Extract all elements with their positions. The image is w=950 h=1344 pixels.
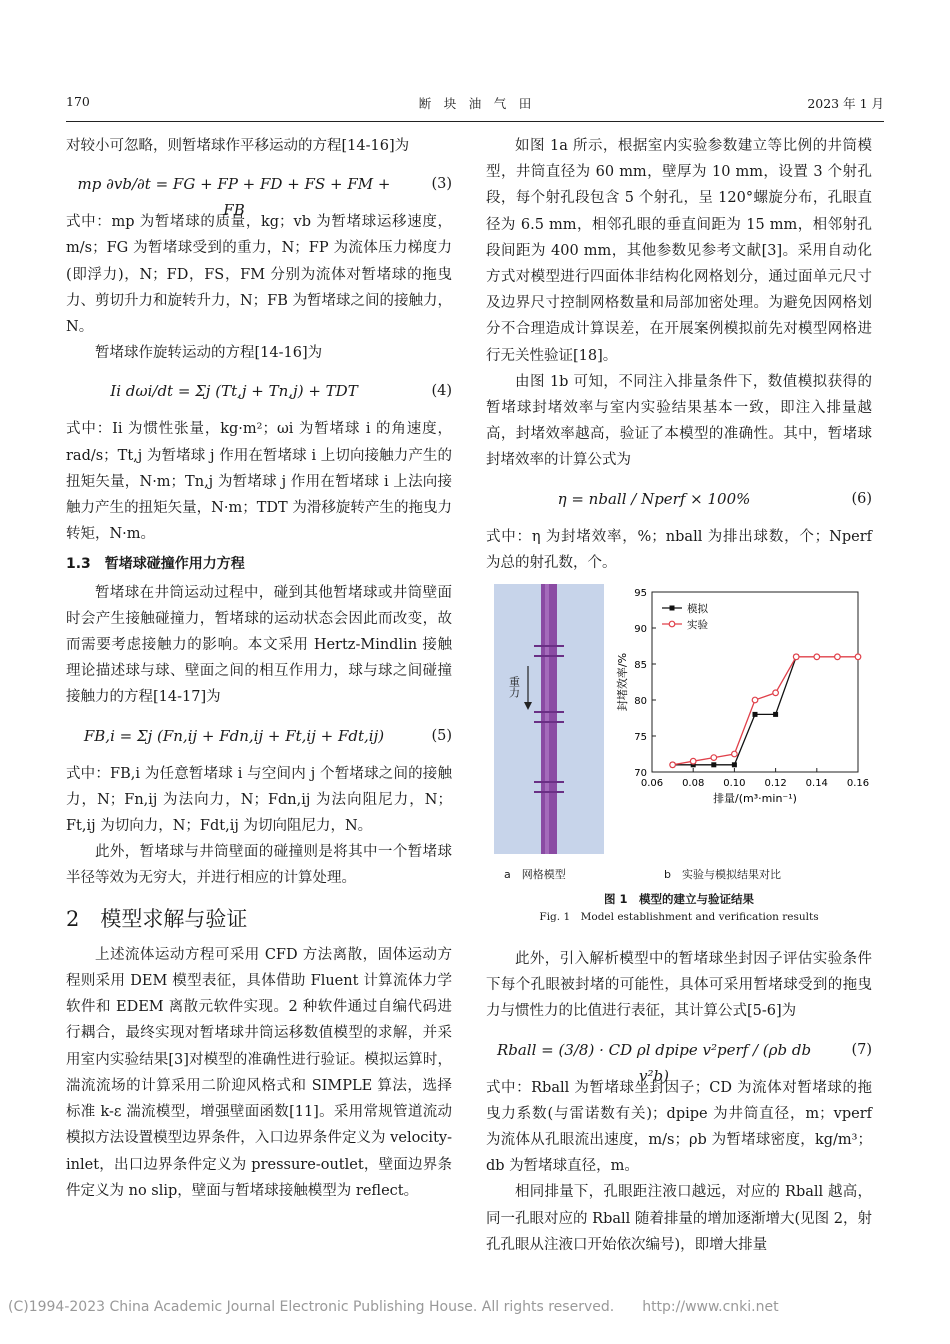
- equation-7: [486, 1027, 872, 1085]
- figure-caption-cn: 图 1 模型的建立与验证结果: [603, 892, 754, 907]
- paragraph: 暂堵球在井筒运动过程中，碰到其他暂堵球或井筒壁面时会产生接触碰撞力，暂堵球的运动状态会因此而改变，故而需要考虑接触力的影响。本文采用 Hertz-Mindlin 接触理论描述球与球、壁面之间的相互作用力，球与球之间碰撞接触力的方程[14-17]为: [66, 584, 452, 706]
- equation-number: (4): [431, 383, 452, 400]
- equation-body: Ii dωi/dt = Σj (Tt,j + Tn,j) + TDT: [110, 382, 358, 401]
- equation-number: (7): [851, 1041, 872, 1058]
- equation-number: (6): [851, 490, 872, 507]
- paragraph: 式中：η 为封堵效率，%；nball 为排出球数，个；Nperf 为总的射孔数，个。: [486, 528, 872, 571]
- gravity-label: 重力: [507, 676, 521, 699]
- x-tick-label: 0.06: [640, 778, 664, 790]
- equation-3: [66, 161, 452, 220]
- y-tick-label: 95: [634, 588, 647, 600]
- y-tick-label: 80: [634, 696, 647, 708]
- paragraph: 如图 1a 所示，根据室内实验参数建立等比例的井筒模型，井筒直径为 60 mm，壁厚为 10 mm，设置 3 个射孔段，每个射孔段包含 5 个射孔，呈 120°螺旋分布，孔眼直径为 6.5 mm，相邻孔眼的垂直间距为 15 mm，相邻射孔段间距为 400 mm，其他参数见参考文献[3]。采用自动化方式对模型进行四面体非结构化网格划分，通过面单元尺寸及边界尺寸控制网格数量和局部加密处理。为避免因网格划分不合理造成计算误差，在开展案例模拟前先对模型网格进行无关性验证[18]。: [486, 138, 872, 364]
- axis-ticks: [634, 588, 869, 789]
- x-tick-label: 0.12: [764, 778, 787, 790]
- data-point-实验: [855, 654, 861, 660]
- paragraph: 由图 1b 可知，不同注入排量条件下，数值模拟获得的暂堵球封堵效率与室内实验结果基本一致，即注入排量越高，封堵效率越高，验证了本模型的准确性。其中，暂堵球封堵效率的计算公式为: [486, 373, 872, 469]
- series-lines: [670, 654, 861, 768]
- footer-text: (C)1994-2023 China Academic Journal Electronic Publishing House. All rights reserved. http://www.cnki.net: [8, 1299, 779, 1315]
- equation-number: (5): [431, 727, 452, 744]
- legend-marker: [670, 606, 675, 611]
- validation-chart: [614, 584, 870, 854]
- equation-6: [486, 476, 872, 522]
- subcaption-b: b 实验与模拟结果对比: [664, 868, 781, 882]
- data-point-实验: [752, 697, 758, 703]
- equation-body: FB,i = Σj (Fn,ij + Fdn,ij + Ft,ij + Fdt,ij): [83, 726, 385, 745]
- x-axis-label: 排量/(m³·min⁻¹): [713, 792, 797, 806]
- paragraph: 对较小可忽略，则暂堵球作平移运动的方程[14-16]为: [66, 138, 410, 154]
- y-tick-label: 90: [634, 624, 647, 636]
- wellbore-highlight: [545, 584, 549, 854]
- mesh-model-image: [494, 584, 604, 854]
- equation-5: [66, 713, 452, 759]
- paragraph: 式中：mp 为暂堵球的质量，kg；vb 为暂堵球运移速度，m/s；FG 为暂堵球受到的重力，N；FP 为流体压力梯度力(即浮力)，N；FD，FS，FM 分别为流体对暂堵球的拖曳力、剪切升力和旋转升力，N；FB 为暂堵球之间的接触力，N。: [66, 214, 453, 336]
- issue-date: 2023 年 1 月: [807, 96, 884, 111]
- x-tick-label: 0.08: [682, 778, 705, 790]
- figure-caption-en: Fig. 1 Model establishment and verification results: [539, 911, 819, 924]
- subcaption-a: a 网格模型: [504, 868, 566, 882]
- equation-number: (3): [431, 176, 452, 193]
- x-tick-label: 0.16: [846, 778, 870, 790]
- equation-4: [66, 368, 452, 414]
- data-point-实验: [711, 755, 717, 761]
- paragraph: 上述流体运动方程可采用 CFD 方法离散，固体运动方程则采用 DEM 模型表征，具体借助 Fluent 计算流体力学软件和 EDEM 离散元软件实现。2 种软件通过自编代码进行耦合，最终实现对暂堵球井筒运移数值模型的求解，并采用室内实验结果[3]对模型的准确性进行验证。模拟运算时，湍流流场的计算采用二阶迎风格式和 SIMPLE 算法，选择标准 k-ε 湍流模型，增强壁面函数[11]。采用常规管道流动模拟方法设置模型边界条件，入口边界条件定义为 velocity-inlet，出口边界条件定义为 pressure-outlet，壁面边界条件定义为 no slip，壁面与暂堵球接触模型为 reflect。: [66, 946, 452, 1199]
- legend: [662, 602, 708, 631]
- series-line-模拟: [673, 657, 797, 765]
- data-point-实验: [732, 751, 738, 757]
- legend-label: 模拟: [687, 603, 708, 616]
- x-tick-label: 0.14: [805, 778, 828, 790]
- right-column: [486, 133, 872, 1258]
- y-tick-label: 70: [634, 768, 647, 780]
- figure-1: [486, 584, 872, 884]
- paragraph: 暂堵球作旋转运动的方程[14-16]为: [95, 345, 323, 362]
- data-point-模拟: [753, 712, 758, 717]
- series-line-实验: [673, 657, 858, 765]
- paragraph: 式中：Rball 为暂堵球坐封因子；CD 为流体对暂堵球的拖曳力系数(与雷诺数有关)；dpipe 为井筒直径，m；vperf 为流体从孔眼流出速度，m/s；ρb 为暂堵球密度，kg/m³；db 为暂堵球直径，m。: [486, 1079, 872, 1175]
- data-point-实验: [814, 654, 820, 660]
- journal-name: 断 块 油 气 田: [418, 96, 532, 111]
- data-point-模拟: [711, 762, 716, 767]
- y-tick-label: 75: [634, 732, 647, 744]
- data-point-模拟: [732, 762, 737, 767]
- equation-body: η = nball / Nperf × 100%: [557, 489, 751, 508]
- header-rule: [66, 121, 884, 122]
- copyright-footer: [0, 1296, 950, 1316]
- paragraph: 此外，引入解析模型中的暂堵球坐封因子评估实验条件下每个孔眼被封堵的可能性，具体可采用暂堵球受到的拖曳力与惯性力的比值进行表征，其计算公式[5-6]为: [486, 951, 872, 1020]
- data-point-实验: [670, 762, 676, 768]
- x-tick-label: 0.10: [723, 778, 746, 790]
- legend-label: 实验: [687, 619, 708, 632]
- paragraph: 式中：Ii 为惯性张量，kg·m²；ωi 为暂堵球 i 的角速度，rad/s；Tt,j 为暂堵球 j 作用在暂堵球 i 上切向接触力产生的扭矩矢量，N·m；Tn,j 为暂堵球 j 作用在暂堵球 i 上法向接触力产生的扭矩矢量，N·m；TDT 为滑移旋转产生的拖曳力转矩，N·m。: [66, 421, 452, 543]
- plot-frame: [652, 592, 858, 772]
- data-point-实验: [690, 758, 696, 764]
- paragraph: 式中：FB,i 为任意暂堵球 i 与空间内 j 个暂堵球之间的接触力，N；Fn,ij 为法向力，N；Fdn,ij 为法向阻尼力，N；Ft,ij 为切向力，N；Fdt,ij 为切向阻尼力，N。: [66, 765, 452, 835]
- equation-body: mp ∂vb/∂t = FG + FP + FD + FS + FM + FB: [77, 175, 391, 220]
- data-point-实验: [773, 690, 779, 696]
- equation-body: Rball = (3/8) · CD ρl dpipe v²perf / (ρb db v²b): [496, 1040, 812, 1085]
- section-heading: 2 模型求解与验证: [66, 906, 248, 931]
- y-tick-label: 85: [634, 660, 647, 672]
- y-axis-label: 封堵效率/%: [616, 652, 629, 712]
- page-number: 170: [66, 94, 90, 109]
- data-point-模拟: [773, 712, 778, 717]
- data-point-实验: [835, 654, 841, 660]
- data-point-实验: [793, 654, 799, 660]
- legend-marker: [669, 621, 675, 627]
- subsection-heading: 1.3 暂堵球碰撞作用力方程: [66, 556, 245, 573]
- paragraph: 此外，暂堵球与井筒壁面的碰撞则是将其中一个暂堵球半径等效为无穷大，并进行相应的计算处理。: [66, 844, 452, 887]
- paragraph: 相同排量下，孔眼距注液口越远，对应的 Rball 越高，同一孔眼对应的 Rball 随着排量的增加逐渐增大(见图 2，射孔孔眼从注液口开始依次编号)，即增大排量: [486, 1184, 872, 1253]
- left-column: [66, 133, 452, 1204]
